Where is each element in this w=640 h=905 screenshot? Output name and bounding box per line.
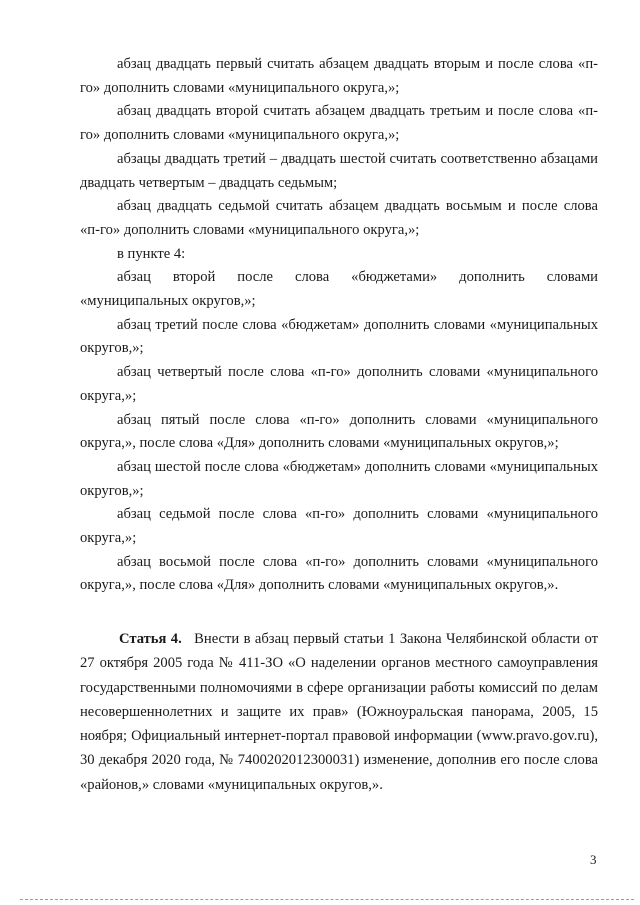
amendments-list <box>80 53 598 598</box>
bottom-divider <box>20 899 634 900</box>
amendment-paragraph: абзацы двадцать третий – двадцать шестой считать соответственно абзацами двадцать четвертым – двадцать седьмым; <box>80 150 598 191</box>
amendment-paragraph: абзац второй после слова «бюджетами» дополнить словами «муниципальных округов,»; <box>80 269 598 310</box>
amendment-paragraph: абзац третий после слова «бюджетам» дополнить словами «муниципальных округов,»; <box>80 316 598 357</box>
article-paragraph <box>80 627 598 797</box>
amendment-paragraph: абзац шестой после слова «бюджетам» дополнить словами «муниципальных округов,»; <box>80 458 598 499</box>
article-4 <box>80 627 598 797</box>
amendment-paragraph: абзац двадцать первый считать абзацем двадцать вторым и после слова «п-го» дополнить словами «муниципального округа,»; <box>80 56 598 96</box>
amendment-paragraph: абзац четвертый после слова «п-го» дополнить словами «муниципального округа,»; <box>80 364 598 404</box>
amendment-paragraph: абзац восьмой после слова «п-го» дополнить словами «муниципального округа,», после слова «Для» дополнить словами «муниципальных округов,». <box>80 553 598 594</box>
amendment-paragraph: абзац седьмой после слова «п-го» дополнить словами «муниципального округа,»; <box>80 506 598 547</box>
page-number: 3 <box>590 852 597 867</box>
amendment-paragraph: абзац двадцать второй считать абзацем двадцать третьим и после слова «п-го» дополнить словами «муниципального округа,»; <box>80 103 598 144</box>
amendment-paragraph: абзац двадцать седьмой считать абзацем двадцать восьмым и после слова «п-го» дополнить словами «муниципального округа,»; <box>80 198 598 238</box>
article-heading: Статья 4. <box>119 631 182 647</box>
amendment-paragraph: абзац пятый после слова «п-го» дополнить словами «муниципального округа,», после слова «Для» дополнить словами «муниципальных округов,»; <box>80 411 598 452</box>
article-text: Внести в абзац первый статьи 1 Закона Челябинской области от 27 октября 2005 года № 411-ЗО «О наделении органов местного самоуправления государственными полномочиями в сфере организации работы комиссий по делам несовершеннолетних и защите их прав» (Южноуральская панорама, 2005, 15 ноября; Официальный интернет-портал правовой информации (www.pravo.gov.ru), 30 декабря 2020 года, № 7400202012300031) изменение, дополнив его после слова «районов,» словами «муниципальных округов,». <box>80 631 598 793</box>
amendment-paragraph: в пункте 4: <box>117 245 186 262</box>
